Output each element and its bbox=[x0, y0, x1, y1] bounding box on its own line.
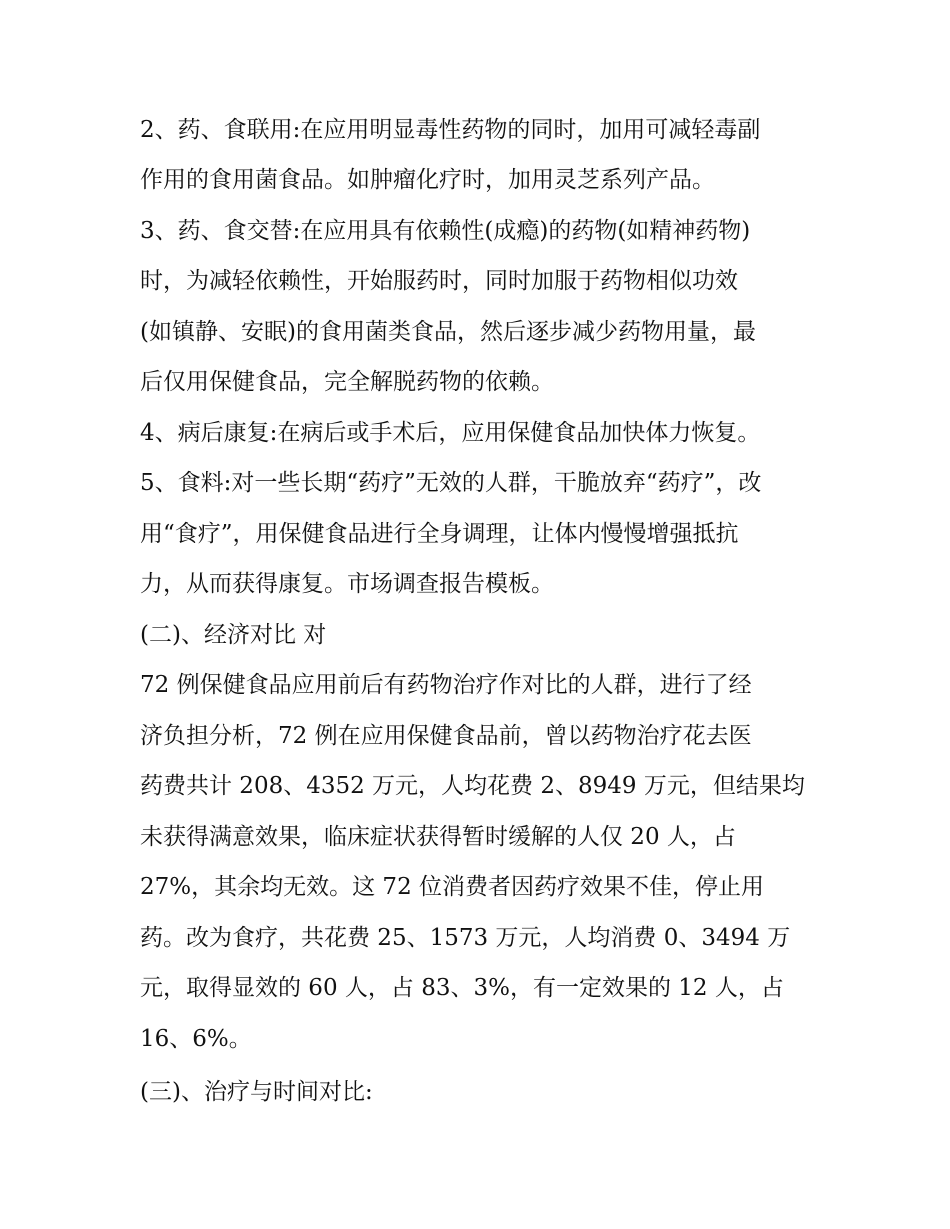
text-line: 未获得满意效果，临床症状获得暂时缓解的人仅 20 人，占 bbox=[140, 824, 736, 850]
text-line: 用“食疗”，用保健食品进行全身调理，让体内慢慢增强抵抗 bbox=[140, 521, 739, 547]
text-line: 时，为减轻依赖性，开始服药时，同时加服于药物相似功效 bbox=[140, 268, 738, 294]
text-line: 4、病后康复:在病后或手术后，应用保健食品加快体力恢复。 bbox=[140, 420, 761, 446]
text-line: 27%，其余均无效。这 72 位消费者因药疗效果不佳，停止用 bbox=[140, 874, 765, 900]
text-line: 力，从而获得康复。市场调查报告模板。 bbox=[140, 571, 554, 597]
text-line: 3、药、食交替:在应用具有依赖性(成瘾)的药物(如精神药物) bbox=[140, 218, 751, 244]
text-line: 元，取得显效的 60 人，占 83、3%，有一定效果的 12 人，占 bbox=[140, 975, 784, 1001]
text-line: 16、6%。 bbox=[140, 1026, 252, 1052]
section-heading: (三)、治疗与时间对比: bbox=[140, 1079, 373, 1105]
text-line: 药费共计 208、4352 万元，人均花费 2、8949 万元，但结果均 bbox=[140, 773, 805, 799]
text-line: 5、食料:对一些长期“药疗”无效的人群，干脆放弃“药疗”，改 bbox=[140, 470, 762, 496]
text-line: 济负担分析，72 例在应用保健食品前，曾以药物治疗花去医 bbox=[140, 723, 752, 749]
section-heading: (二)、经济对比 对 bbox=[140, 622, 327, 648]
text-line: 2、药、食联用:在应用明显毒性药物的同时，加用可减轻毒副 bbox=[140, 117, 761, 143]
text-line: 药。改为食疗，共花费 25、1573 万元，人均消费 0、3494 万 bbox=[140, 925, 791, 951]
text-line: 作用的食用菌食品。如肿瘤化疗时，加用灵芝系列产品。 bbox=[140, 167, 715, 193]
text-line: (如镇静、安眠)的食用菌类食品，然后逐步减少药物用量，最 bbox=[140, 319, 756, 345]
text-line: 后仅用保健食品，完全解脱药物的依赖。 bbox=[140, 369, 554, 395]
text-line: 72 例保健食品应用前后有药物治疗作对比的人群，进行了经 bbox=[140, 672, 752, 698]
